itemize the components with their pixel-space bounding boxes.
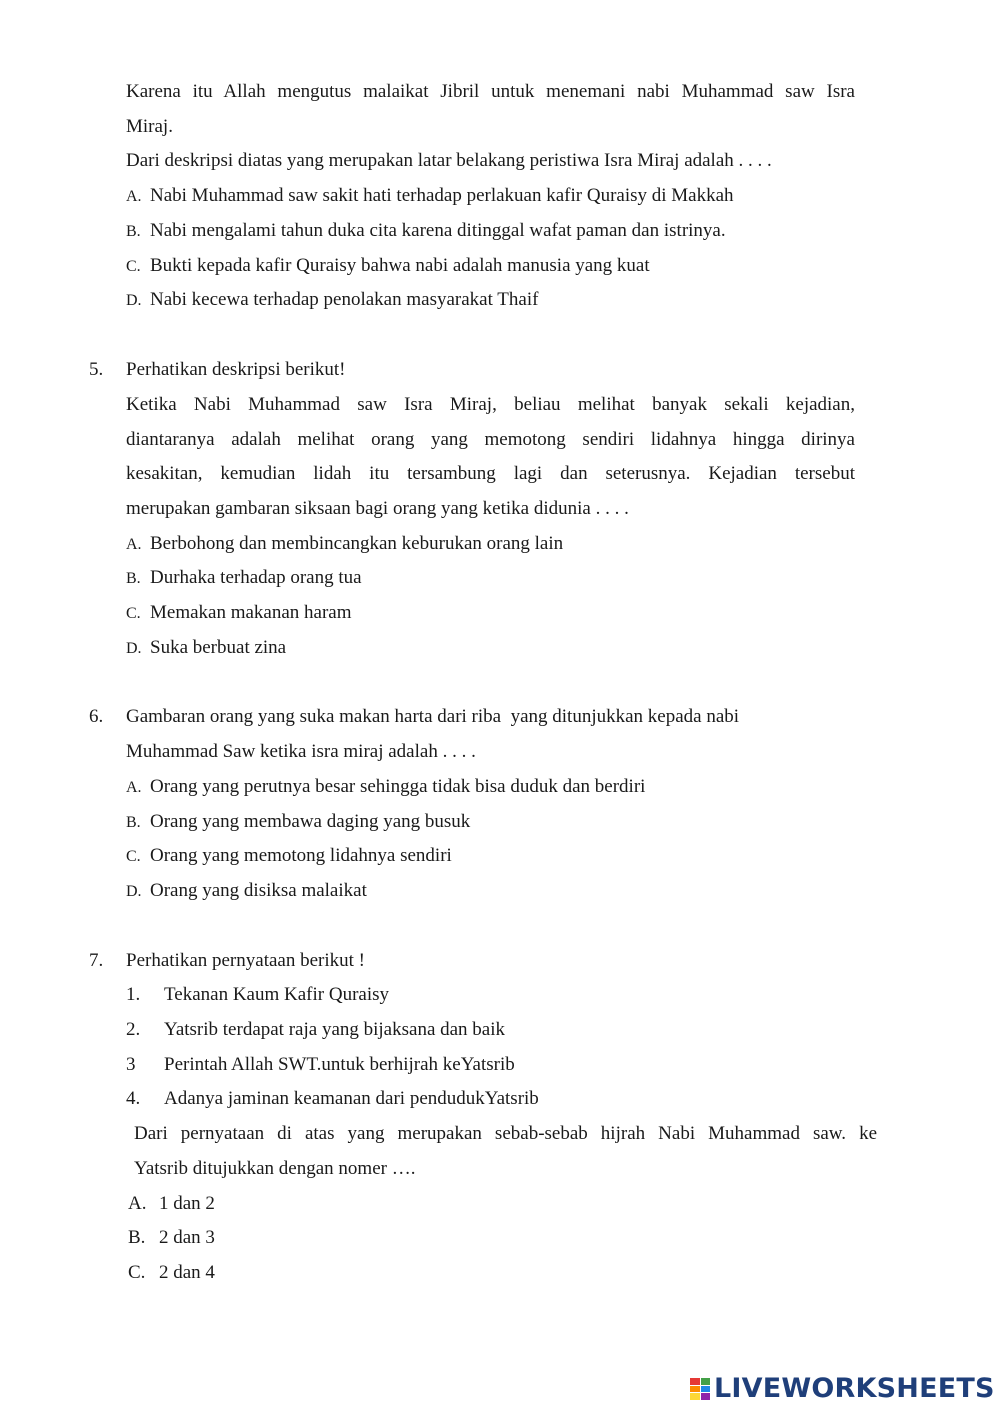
q4-option-d[interactable]: D. Nabi kecewa terhadap penolakan masyarakat Thaif [126, 289, 539, 310]
q5-intro: Perhatikan deskripsi berikut! [126, 359, 346, 380]
q4-option-b[interactable]: B. Nabi mengalami tahun duka cita karena ditinggal wafat paman dan istrinya. [126, 220, 726, 241]
q5-option-b[interactable]: B. Durhaka terhadap orang tua [126, 567, 362, 588]
q5-para-line-2: diantaranya adalah melihat orang yang memotong sendiri lidahnya hingga dirinya [126, 429, 855, 450]
q6-option-a[interactable]: A. Orang yang perutnya besar sehingga tidak bisa duduk dan berdiri [126, 776, 646, 797]
q7-statement-4: 4. Adanya jaminan keamanan dari pendudukYatsrib [126, 1088, 539, 1109]
q6-option-b[interactable]: B. Orang yang membawa daging yang busuk [126, 811, 471, 832]
q4-question: Dari deskripsi diatas yang merupakan latar belakang peristiwa Isra Miraj adalah . . . . [126, 150, 772, 171]
q4-option-a[interactable]: A. Nabi Muhammad saw sakit hati terhadap perlakuan kafir Quraisy di Makkah [126, 185, 734, 206]
liveworksheets-brand-text: LIVEWORKSHEETS [714, 1373, 995, 1404]
q5-option-a[interactable]: A. Berbohong dan membincangkan keburukan orang lain [126, 533, 564, 554]
q7-question-line-2: Yatsrib ditujukkan dengan nomer …. [134, 1158, 416, 1179]
q7-statement-3: 3 Perintah Allah SWT.untuk berhijrah keYatsrib [126, 1054, 515, 1075]
q6-number: 6. [89, 706, 104, 727]
q7-intro: Perhatikan pernyataan berikut ! [126, 950, 365, 971]
q5-option-c[interactable]: C. Memakan makanan haram [126, 602, 352, 623]
liveworksheets-mark-icon [690, 1378, 710, 1400]
q5-number: 5. [89, 359, 104, 380]
q5-para-line-3: kesakitan, kemudian lidah itu tersambung lagi dan seterusnya. Kejadian tersebut [126, 463, 855, 484]
liveworksheets-logo[interactable] [690, 1374, 995, 1404]
q6-question-line-2: Muhammad Saw ketika isra miraj adalah . . . . [126, 741, 476, 762]
q7-statement-2: 2. Yatsrib terdapat raja yang bijaksana dan baik [126, 1019, 506, 1040]
q7-option-c[interactable]: C. 2 dan 4 [128, 1262, 215, 1283]
q7-option-a[interactable]: A. 1 dan 2 [128, 1193, 215, 1214]
q5-para-line-4: merupakan gambaran siksaan bagi orang yang ketika didunia . . . . [126, 498, 629, 519]
q7-option-b[interactable]: B. 2 dan 3 [128, 1227, 215, 1248]
q4-option-c[interactable]: C. Bukti kepada kafir Quraisy bahwa nabi adalah manusia yang kuat [126, 255, 650, 276]
q5-para-line-1: Ketika Nabi Muhammad saw Isra Miraj, beliau melihat banyak sekali kejadian, [126, 394, 855, 415]
q7-number: 7. [89, 950, 104, 971]
q5-option-d[interactable]: D. Suka berbuat zina [126, 637, 287, 658]
q7-question-line-1: Dari pernyataan di atas yang merupakan sebab-sebab hijrah Nabi Muhammad saw. ke [134, 1123, 877, 1144]
q7-statement-1: 1. Tekanan Kaum Kafir Quraisy [126, 984, 390, 1005]
q4-context-line-2: Miraj. [126, 116, 173, 137]
q6-option-d[interactable]: D. Orang yang disiksa malaikat [126, 880, 367, 901]
q6-option-c[interactable]: C. Orang yang memotong lidahnya sendiri [126, 845, 452, 866]
q6-question-line-1: Gambaran orang yang suka makan harta dari riba yang ditunjukkan kepada nabi [126, 706, 740, 727]
q4-context-line-1: Karena itu Allah mengutus malaikat Jibril untuk menemani nabi Muhammad saw Isra [126, 81, 855, 102]
